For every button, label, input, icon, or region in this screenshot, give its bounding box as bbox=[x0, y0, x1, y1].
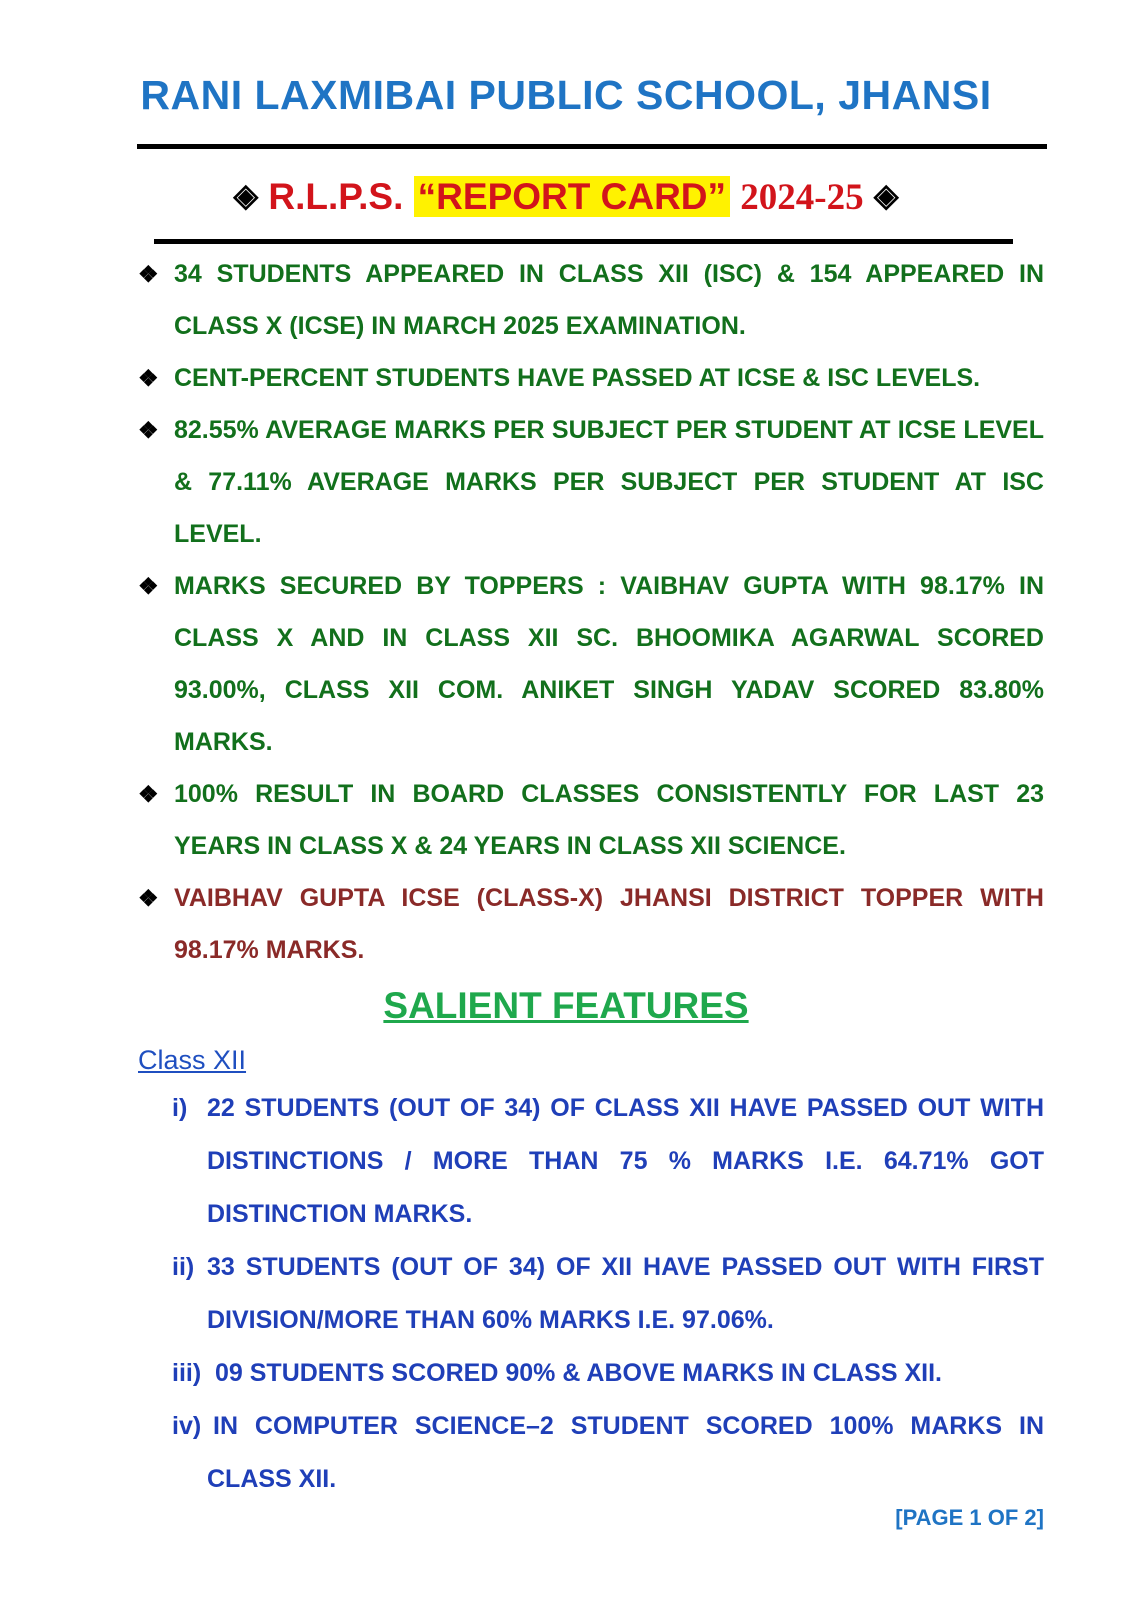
highlight-text: 34 STUDENTS APPEARED IN CLASS XII (ISC) & 154 APPEARED IN CLASS X (ICSE) IN MARCH 2025 EXAMINATION. bbox=[174, 260, 1044, 340]
highlight-text: 100% RESULT IN BOARD CLASSES CONSISTENTLY FOR LAST 23 YEARS IN CLASS X & 24 YEARS IN CLASS XII SCIENCE. bbox=[174, 780, 1044, 860]
highlight-item bbox=[138, 352, 1044, 404]
report-highlight: “REPORT CARD” bbox=[414, 176, 730, 217]
feature-text: 09 STUDENTS SCORED 90% & ABOVE MARKS IN CLASS XII. bbox=[215, 1359, 942, 1387]
diamond-left-icon: ◈ bbox=[233, 177, 259, 213]
feature-item bbox=[172, 1347, 1044, 1400]
bullet-icon: ❖ bbox=[138, 261, 159, 287]
highlight-item bbox=[138, 768, 1044, 872]
feature-item bbox=[172, 1241, 1044, 1347]
bullet-icon: ❖ bbox=[138, 365, 159, 391]
report-card-heading bbox=[0, 176, 1132, 219]
report-prefix: R.L.P.S. bbox=[268, 176, 404, 217]
highlight-item bbox=[138, 248, 1044, 352]
diamond-right-icon: ◈ bbox=[873, 177, 899, 213]
feature-number: i) bbox=[172, 1094, 188, 1122]
feature-item bbox=[172, 1082, 1044, 1241]
page-number: [PAGE 1 OF 2] bbox=[895, 1505, 1044, 1530]
feature-number: iii) bbox=[172, 1359, 202, 1387]
bullet-icon: ❖ bbox=[138, 417, 159, 443]
feature-text: 33 STUDENTS (OUT OF 34) OF XII HAVE PASSED OUT WITH FIRST DIVISION/MORE THAN 60% MARKS I.E. 97.06%. bbox=[207, 1253, 1044, 1334]
feature-text: 22 STUDENTS (OUT OF 34) OF CLASS XII HAVE PASSED OUT WITH DISTINCTIONS / MORE THAN 75 % MARKS I.E. 64.71% GOT DISTINCTION MARKS. bbox=[207, 1094, 1044, 1228]
features-list bbox=[172, 1082, 1044, 1506]
class-xii-label: Class XII bbox=[138, 1045, 247, 1075]
bullet-icon: ❖ bbox=[138, 781, 159, 807]
bullet-icon: ❖ bbox=[138, 885, 159, 911]
highlight-text: 82.55% AVERAGE MARKS PER SUBJECT PER STUDENT AT ICSE LEVEL & 77.11% AVERAGE MARKS PER SUBJECT PER STUDENT AT ISC LEVEL. bbox=[174, 416, 1044, 548]
salient-features-heading: SALIENT FEATURES bbox=[383, 985, 749, 1026]
report-year: 2024-25 bbox=[740, 177, 864, 218]
heading-divider bbox=[154, 239, 1013, 244]
feature-number: iv) bbox=[172, 1412, 202, 1440]
feature-text: IN COMPUTER SCIENCE–2 STUDENT SCORED 100% MARKS IN CLASS XII. bbox=[207, 1412, 1044, 1493]
highlight-item bbox=[138, 404, 1044, 560]
school-title: RANI LAXMIBAI PUBLIC SCHOOL, JHANSI bbox=[140, 72, 992, 118]
title-divider bbox=[137, 144, 1047, 149]
highlight-text: CENT-PERCENT STUDENTS HAVE PASSED AT ICSE & ISC LEVELS. bbox=[174, 364, 981, 392]
highlight-text: VAIBHAV GUPTA ICSE (CLASS-X) JHANSI DISTRICT TOPPER WITH 98.17% MARKS. bbox=[174, 884, 1044, 964]
feature-item bbox=[172, 1400, 1044, 1506]
bullet-icon: ❖ bbox=[138, 573, 159, 599]
highlight-text: MARKS SECURED BY TOPPERS : VAIBHAV GUPTA WITH 98.17% IN CLASS X AND IN CLASS XII SC. BHOOMIKA AGARWAL SCORED 93.00%, CLASS XII COM. ANIKET SINGH YADAV SCORED 83.80% MARKS. bbox=[174, 572, 1044, 756]
feature-number: ii) bbox=[172, 1253, 195, 1281]
highlight-item bbox=[138, 560, 1044, 768]
highlight-item bbox=[138, 872, 1044, 976]
highlights-list bbox=[138, 248, 1044, 976]
